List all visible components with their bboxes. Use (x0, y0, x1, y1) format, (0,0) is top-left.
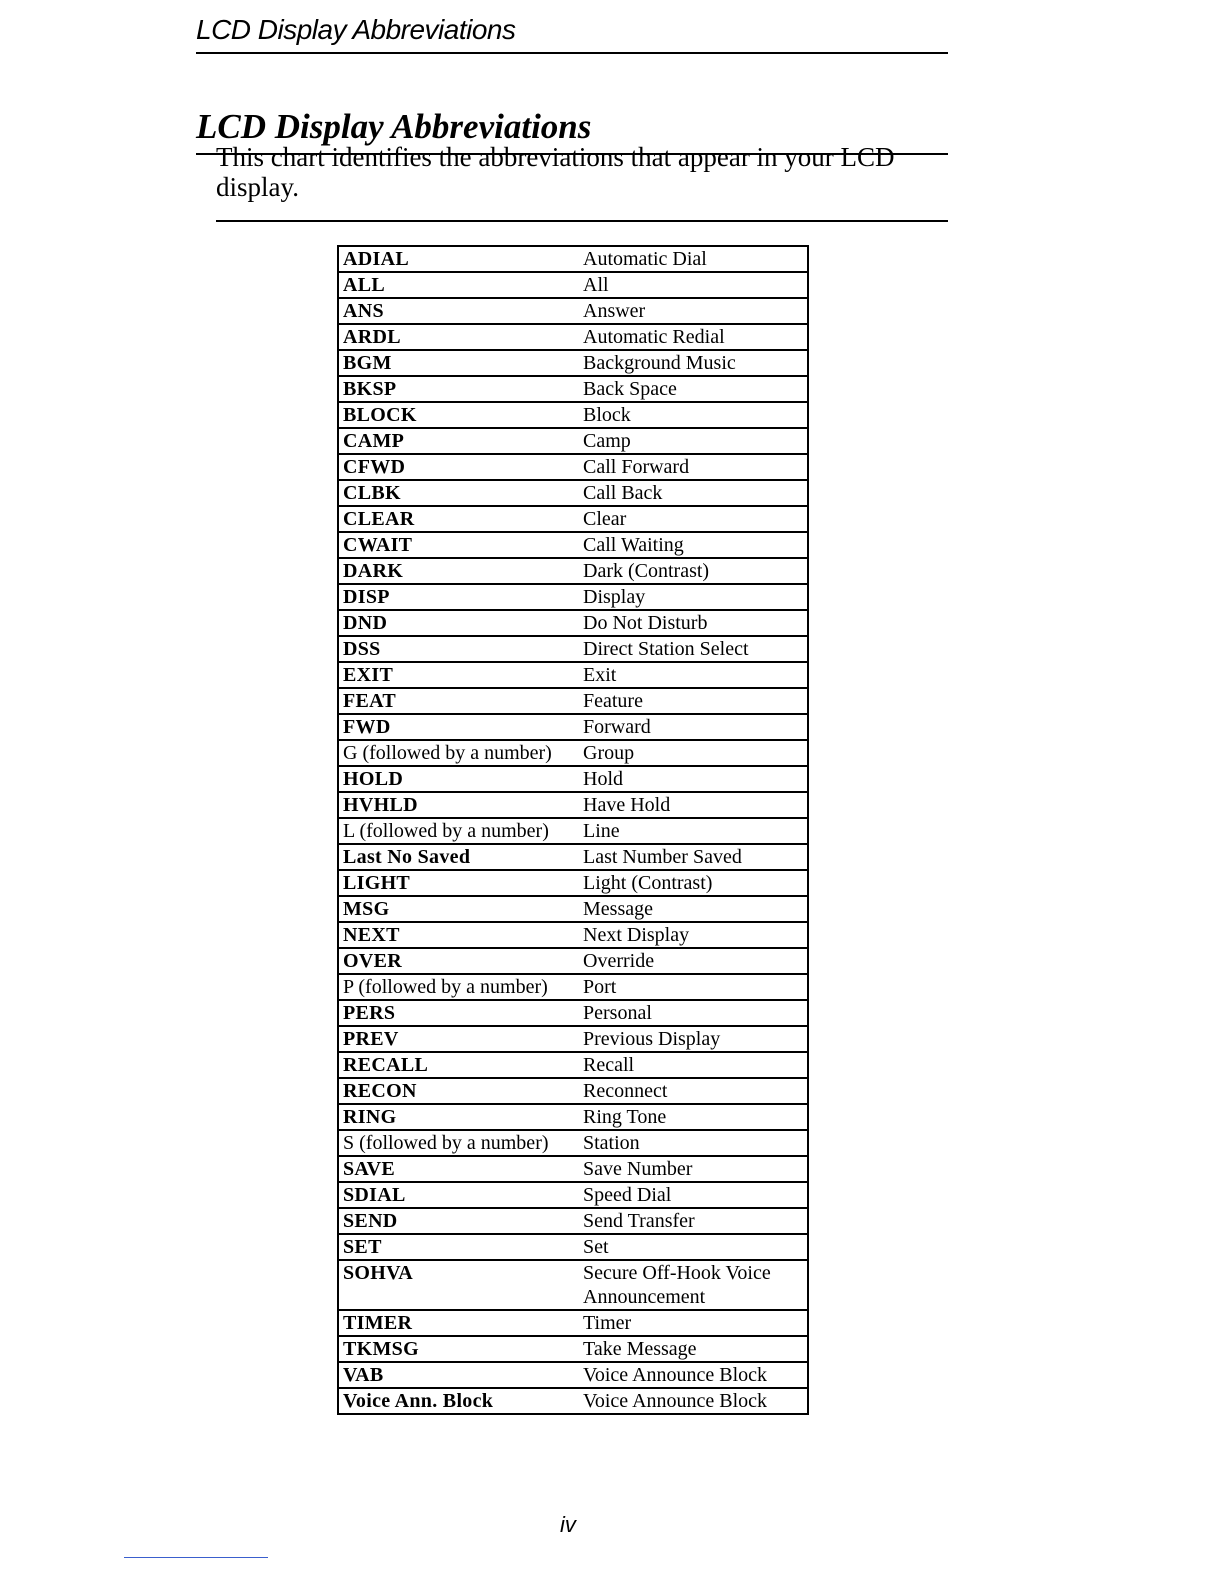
abbreviation-cell: CLEAR (338, 506, 577, 532)
abbreviation-cell: ANS (338, 298, 577, 324)
meaning-cell: Override (577, 948, 808, 974)
table-row (338, 688, 808, 714)
meaning-cell: Back Space (577, 376, 808, 402)
meaning-cell: Do Not Disturb (577, 610, 808, 636)
running-header: LCD Display Abbreviations (196, 12, 948, 54)
table-row (338, 272, 808, 298)
meaning-cell: Station (577, 1130, 808, 1156)
abbreviation-cell: HOLD (338, 766, 577, 792)
abbreviation-cell: PERS (338, 1000, 577, 1026)
table-row (338, 350, 808, 376)
meaning-cell: Timer (577, 1310, 808, 1336)
meaning-cell: Recall (577, 1052, 808, 1078)
meaning-cell: Send Transfer (577, 1208, 808, 1234)
table-row (338, 1026, 808, 1052)
table-row (338, 298, 808, 324)
abbreviation-cell: TIMER (338, 1310, 577, 1336)
meaning-cell: Voice Announce Block (577, 1362, 808, 1388)
abbreviation-cell: BGM (338, 350, 577, 376)
table-row (338, 584, 808, 610)
intro-paragraph: This chart identifies the abbreviations that appear in your LCD display. (216, 142, 948, 222)
abbreviation-cell: MSG (338, 896, 577, 922)
meaning-cell: Light (Contrast) (577, 870, 808, 896)
meaning-cell: Block (577, 402, 808, 428)
meaning-cell: Camp (577, 428, 808, 454)
meaning-cell: Call Forward (577, 454, 808, 480)
meaning-cell: All (577, 272, 808, 298)
meaning-cell: Personal (577, 1000, 808, 1026)
page-title: LCD Display Abbreviations (196, 105, 948, 155)
table-row (338, 844, 808, 870)
abbreviation-cell: CFWD (338, 454, 577, 480)
table-row (338, 428, 808, 454)
meaning-cell: Secure Off-Hook Voice Announcement (577, 1260, 808, 1310)
meaning-cell: Answer (577, 298, 808, 324)
meaning-cell: Speed Dial (577, 1182, 808, 1208)
abbreviation-cell: SDIAL (338, 1182, 577, 1208)
abbreviation-cell: CLBK (338, 480, 577, 506)
meaning-cell: Line (577, 818, 808, 844)
table-row (338, 532, 808, 558)
table-row (338, 1182, 808, 1208)
meaning-cell: Call Waiting (577, 532, 808, 558)
table-row (338, 792, 808, 818)
meaning-cell: Message (577, 896, 808, 922)
abbreviation-cell: LIGHT (338, 870, 577, 896)
meaning-cell: Dark (Contrast) (577, 558, 808, 584)
table-row (338, 454, 808, 480)
footer-rule (124, 1557, 268, 1558)
table-row (338, 818, 808, 844)
abbreviation-cell: VAB (338, 1362, 577, 1388)
meaning-cell: Have Hold (577, 792, 808, 818)
table-row (338, 558, 808, 584)
abbreviation-cell: Last No Saved (338, 844, 577, 870)
abbreviation-cell: S (followed by a number) (338, 1130, 577, 1156)
table-row (338, 1208, 808, 1234)
table-row (338, 896, 808, 922)
meaning-cell: Ring Tone (577, 1104, 808, 1130)
meaning-cell: Clear (577, 506, 808, 532)
table-row (338, 870, 808, 896)
abbreviation-cell: BLOCK (338, 402, 577, 428)
table-row (338, 1234, 808, 1260)
meaning-cell: Take Message (577, 1336, 808, 1362)
abbreviation-cell: SEND (338, 1208, 577, 1234)
table-row (338, 506, 808, 532)
table-row (338, 948, 808, 974)
table-row (338, 1260, 808, 1310)
meaning-cell: Hold (577, 766, 808, 792)
table-row (338, 1156, 808, 1182)
meaning-cell: Last Number Saved (577, 844, 808, 870)
table-row (338, 740, 808, 766)
abbreviation-cell: ADIAL (338, 246, 577, 272)
abbreviations-table-body (338, 246, 808, 1414)
table-row (338, 922, 808, 948)
table-row (338, 662, 808, 688)
table-row (338, 1078, 808, 1104)
meaning-cell: Exit (577, 662, 808, 688)
abbreviation-cell: P (followed by a number) (338, 974, 577, 1000)
meaning-cell: Previous Display (577, 1026, 808, 1052)
meaning-cell: Direct Station Select (577, 636, 808, 662)
table-row (338, 1000, 808, 1026)
meaning-cell: Call Back (577, 480, 808, 506)
abbreviation-cell: FEAT (338, 688, 577, 714)
table-row (338, 1388, 808, 1414)
abbreviation-cell: CAMP (338, 428, 577, 454)
meaning-cell: Voice Announce Block (577, 1388, 808, 1414)
table-row (338, 714, 808, 740)
meaning-cell: Display (577, 584, 808, 610)
abbreviations-table (337, 245, 809, 1415)
meaning-cell: Feature (577, 688, 808, 714)
table-row (338, 246, 808, 272)
table-row (338, 480, 808, 506)
abbreviation-cell: FWD (338, 714, 577, 740)
abbreviation-cell: RING (338, 1104, 577, 1130)
abbreviation-cell: NEXT (338, 922, 577, 948)
abbreviation-cell: DND (338, 610, 577, 636)
abbreviation-cell: DISP (338, 584, 577, 610)
meaning-cell: Forward (577, 714, 808, 740)
table-row (338, 1362, 808, 1388)
abbreviation-cell: Voice Ann. Block (338, 1388, 577, 1414)
abbreviation-cell: PREV (338, 1026, 577, 1052)
abbreviation-cell: CWAIT (338, 532, 577, 558)
abbreviation-cell: G (followed by a number) (338, 740, 577, 766)
abbreviation-cell: RECALL (338, 1052, 577, 1078)
table-row (338, 1130, 808, 1156)
abbreviation-cell: DSS (338, 636, 577, 662)
abbreviation-cell: ALL (338, 272, 577, 298)
abbreviation-cell: HVHLD (338, 792, 577, 818)
page-number: iv (560, 1512, 576, 1537)
abbreviation-cell: SOHVA (338, 1260, 577, 1310)
table-row (338, 402, 808, 428)
table-row (338, 974, 808, 1000)
abbreviation-cell: L (followed by a number) (338, 818, 577, 844)
table-row (338, 1336, 808, 1362)
meaning-cell: Set (577, 1234, 808, 1260)
abbreviation-cell: BKSP (338, 376, 577, 402)
table-row (338, 1310, 808, 1336)
abbreviation-cell: SET (338, 1234, 577, 1260)
meaning-cell: Next Display (577, 922, 808, 948)
meaning-cell: Group (577, 740, 808, 766)
meaning-cell: Save Number (577, 1156, 808, 1182)
table-row (338, 766, 808, 792)
table-row (338, 1104, 808, 1130)
table-row (338, 324, 808, 350)
table-row (338, 636, 808, 662)
abbreviation-cell: RECON (338, 1078, 577, 1104)
meaning-cell: Automatic Dial (577, 246, 808, 272)
meaning-cell: Background Music (577, 350, 808, 376)
abbreviation-cell: TKMSG (338, 1336, 577, 1362)
abbreviation-cell: SAVE (338, 1156, 577, 1182)
table-row (338, 610, 808, 636)
meaning-cell: Reconnect (577, 1078, 808, 1104)
table-row (338, 1052, 808, 1078)
table-row (338, 376, 808, 402)
abbreviation-cell: ARDL (338, 324, 577, 350)
meaning-cell: Automatic Redial (577, 324, 808, 350)
abbreviation-cell: EXIT (338, 662, 577, 688)
meaning-cell: Port (577, 974, 808, 1000)
abbreviation-cell: OVER (338, 948, 577, 974)
abbreviation-cell: DARK (338, 558, 577, 584)
